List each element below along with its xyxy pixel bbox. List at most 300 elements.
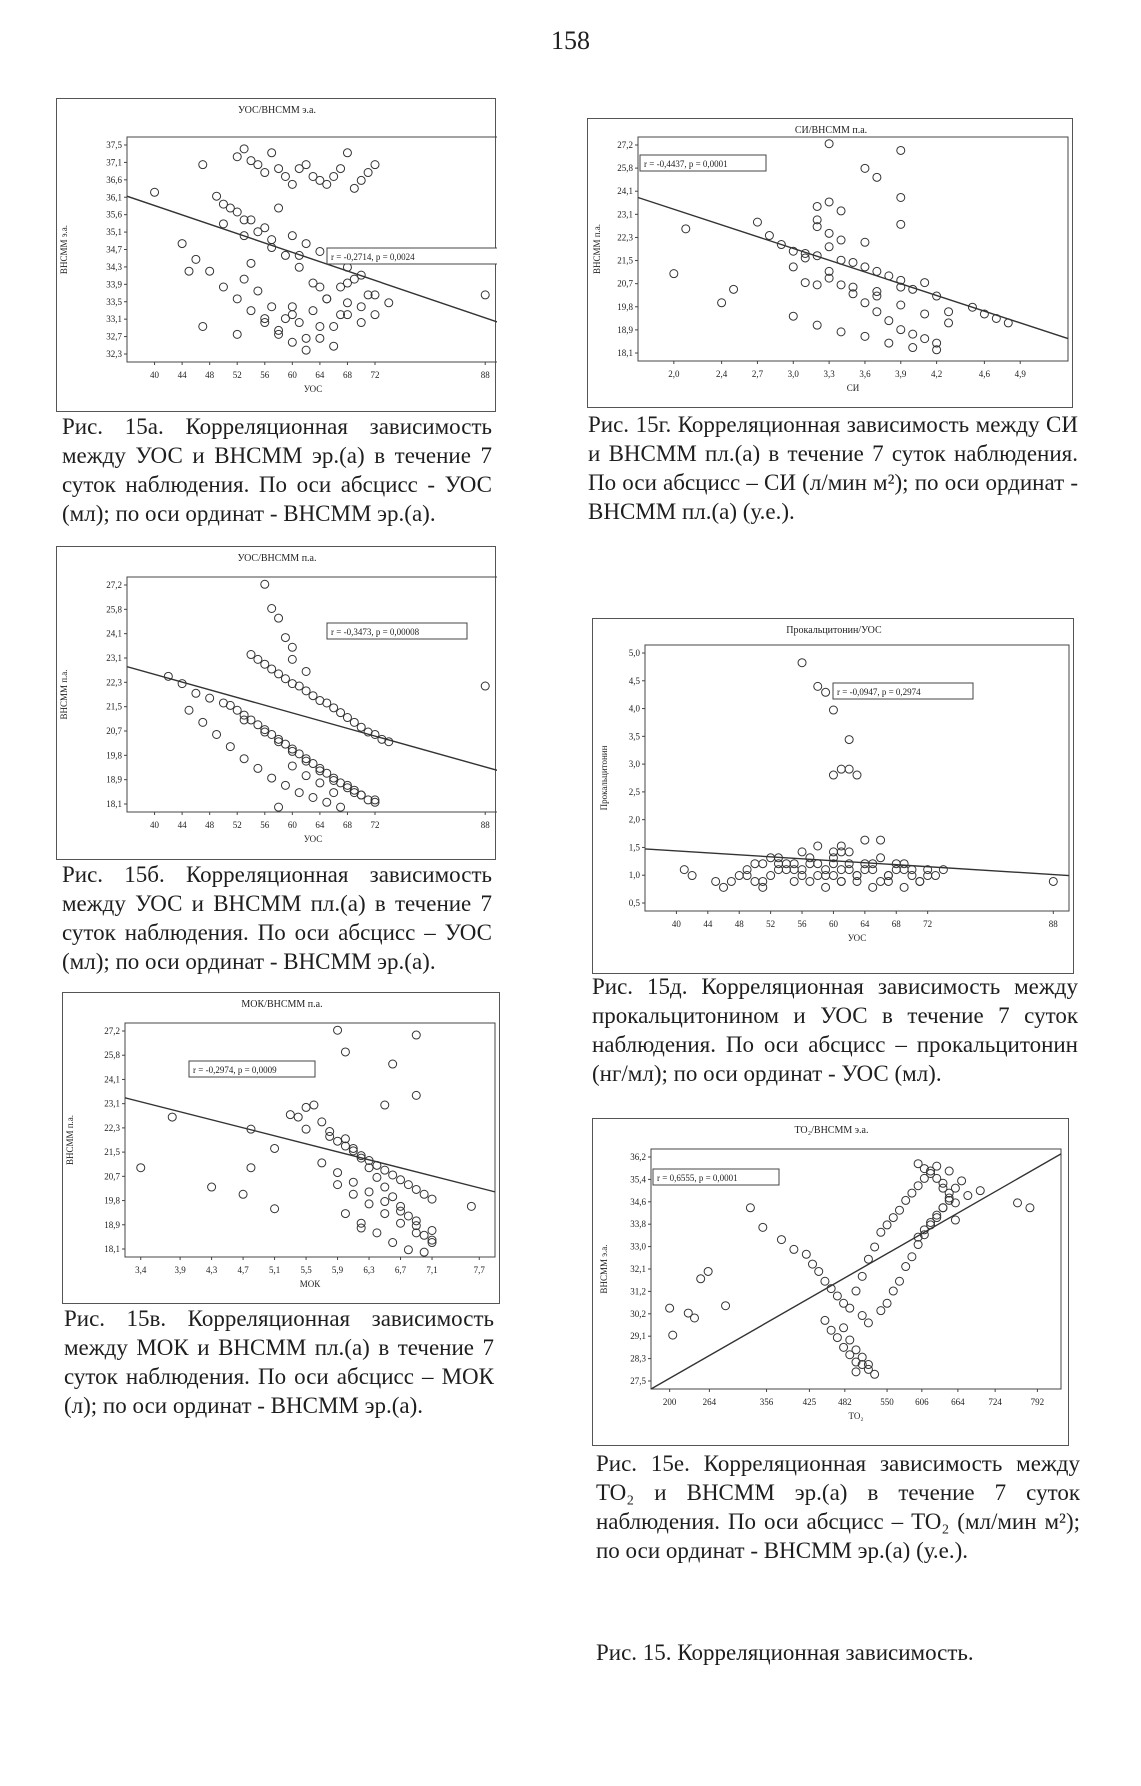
data-point bbox=[330, 322, 338, 330]
y-tick-label: 33,5 bbox=[106, 296, 122, 307]
data-point bbox=[288, 311, 296, 319]
y-tick-label: 18,9 bbox=[617, 324, 633, 335]
regression-line bbox=[638, 197, 1068, 338]
data-point bbox=[939, 1179, 947, 1187]
data-point bbox=[852, 1368, 860, 1376]
data-point bbox=[889, 1287, 897, 1295]
data-point bbox=[385, 299, 393, 307]
correlation-text: r = -0,0947, p = 0,2974 bbox=[837, 687, 921, 697]
correlation-text: r = -0,2714, p = 0,0024 bbox=[331, 252, 415, 262]
data-point bbox=[921, 310, 929, 318]
data-point bbox=[730, 285, 738, 293]
data-point bbox=[357, 1224, 365, 1232]
data-point bbox=[861, 332, 869, 340]
data-point bbox=[268, 665, 276, 673]
data-point bbox=[295, 789, 303, 797]
data-point bbox=[902, 1263, 910, 1271]
data-point bbox=[837, 256, 845, 264]
data-point bbox=[877, 854, 885, 862]
x-tick-label: 4,9 bbox=[1014, 369, 1026, 379]
data-point bbox=[316, 334, 324, 342]
data-point bbox=[861, 164, 869, 172]
data-point bbox=[404, 1246, 412, 1254]
data-point bbox=[833, 1292, 841, 1300]
data-point bbox=[213, 730, 221, 738]
data-point bbox=[798, 866, 806, 874]
x-tick-label: 356 bbox=[759, 1397, 774, 1407]
data-point bbox=[151, 188, 159, 196]
data-point bbox=[722, 1302, 730, 1310]
data-point bbox=[845, 765, 853, 773]
data-point bbox=[864, 1319, 872, 1327]
data-point bbox=[302, 240, 310, 248]
x-tick-label: 3,9 bbox=[895, 369, 907, 379]
y-tick-label: 22,3 bbox=[617, 232, 633, 243]
data-point bbox=[164, 672, 172, 680]
data-point bbox=[288, 232, 296, 240]
x-tick-label: 4,3 bbox=[205, 1265, 218, 1275]
y-tick-label: 27,2 bbox=[104, 1026, 120, 1036]
data-point bbox=[316, 322, 324, 330]
data-point bbox=[845, 848, 853, 856]
y-tick-label: 2,5 bbox=[628, 786, 640, 797]
x-tick-label: 44 bbox=[177, 370, 187, 380]
data-point bbox=[349, 1178, 357, 1186]
data-point bbox=[309, 692, 317, 700]
x-tick-label: 2,7 bbox=[751, 369, 764, 379]
data-point bbox=[815, 1267, 823, 1275]
y-axis-label: Прокальцитонин bbox=[599, 745, 609, 811]
data-point bbox=[777, 1236, 785, 1244]
data-point bbox=[964, 1192, 972, 1200]
y-tick-label: 37,1 bbox=[106, 157, 122, 168]
data-point bbox=[932, 872, 940, 880]
y-tick-label: 22,3 bbox=[106, 677, 122, 688]
data-point bbox=[350, 184, 358, 192]
data-point bbox=[381, 1101, 389, 1109]
data-point bbox=[885, 317, 893, 325]
y-tick-label: 27,2 bbox=[106, 580, 122, 590]
data-point bbox=[802, 1250, 810, 1258]
data-point bbox=[869, 883, 877, 891]
data-point bbox=[877, 1228, 885, 1236]
scatter-plot-15e bbox=[593, 1119, 1070, 1447]
data-point bbox=[330, 704, 338, 712]
data-point bbox=[199, 322, 207, 330]
data-point bbox=[895, 1206, 903, 1214]
data-point bbox=[381, 1166, 389, 1174]
data-point bbox=[373, 1229, 381, 1237]
data-point bbox=[268, 604, 276, 612]
data-point bbox=[945, 319, 953, 327]
data-point bbox=[295, 682, 303, 690]
data-point bbox=[261, 580, 269, 588]
data-point bbox=[735, 872, 743, 880]
y-tick-label: 32,1 bbox=[630, 1264, 646, 1274]
data-point bbox=[420, 1190, 428, 1198]
data-point bbox=[323, 180, 331, 188]
chart-title: УОС/ВНСММ п.а. bbox=[237, 553, 317, 564]
data-point bbox=[226, 204, 234, 212]
data-point bbox=[829, 872, 837, 880]
data-point bbox=[945, 1167, 953, 1175]
data-point bbox=[853, 877, 861, 885]
data-point bbox=[219, 220, 227, 228]
data-point bbox=[825, 198, 833, 206]
x-tick-label: 52 bbox=[766, 919, 776, 929]
data-point bbox=[357, 319, 365, 327]
data-point bbox=[806, 860, 814, 868]
data-point bbox=[885, 339, 893, 347]
data-point bbox=[753, 218, 761, 226]
data-point bbox=[690, 1314, 698, 1322]
data-point bbox=[845, 736, 853, 744]
y-tick-label: 34,6 bbox=[630, 1196, 646, 1207]
data-point bbox=[316, 283, 324, 291]
y-tick-label: 33,0 bbox=[630, 1241, 646, 1252]
data-point bbox=[1049, 877, 1057, 885]
x-tick-label: 4,7 bbox=[237, 1265, 249, 1275]
data-point bbox=[840, 1343, 848, 1351]
data-point bbox=[178, 240, 186, 248]
data-point bbox=[343, 149, 351, 157]
data-point bbox=[827, 1326, 835, 1334]
y-tick-label: 32,7 bbox=[106, 331, 122, 342]
scatter-plot-15d bbox=[593, 619, 1075, 975]
x-tick-label: 48 bbox=[734, 919, 744, 929]
data-point bbox=[897, 301, 905, 309]
x-tick-label: 64 bbox=[315, 820, 325, 830]
regression-line bbox=[127, 667, 497, 771]
data-point bbox=[326, 1128, 334, 1136]
y-tick-label: 35,1 bbox=[106, 227, 122, 238]
y-tick-label: 31,2 bbox=[630, 1286, 646, 1297]
data-point bbox=[958, 1177, 966, 1185]
data-point bbox=[240, 145, 248, 153]
x-tick-label: 6,3 bbox=[363, 1265, 375, 1275]
y-tick-label: 19,8 bbox=[106, 750, 122, 761]
data-point bbox=[268, 236, 276, 244]
x-tick-label: 68 bbox=[342, 820, 352, 830]
caption-15e: Рис. 15е. Корреляционная зависимость между TO₂ и ВНСММ эр.(а) в течение 7 суток наблюдения. По оси абсцисс – TO₂ (мл/мин м²); по оси ординат - ВНСММ эр.(а) (у.е.). bbox=[596, 1451, 1080, 1563]
y-tick-label: 27,2 bbox=[617, 140, 633, 150]
data-point bbox=[720, 883, 728, 891]
data-point bbox=[951, 1216, 959, 1224]
data-point bbox=[364, 169, 372, 177]
x-axis-label: TO₂ bbox=[848, 1411, 864, 1421]
data-point bbox=[310, 1101, 318, 1109]
y-axis-label: ВНСММ п.а. bbox=[65, 1114, 75, 1166]
data-point bbox=[233, 330, 241, 338]
data-point bbox=[254, 287, 262, 295]
data-point bbox=[682, 225, 690, 233]
caption-15v: Рис. 15в. Корреляционная зависимость между МОК и ВНСММ пл.(а) в течение 7 суток наблюдения. По оси абсцисс – МОК (л); по оси ординат - ВНСММ эр.(а). bbox=[64, 1306, 494, 1418]
data-point bbox=[302, 346, 310, 354]
data-point bbox=[837, 848, 845, 856]
data-point bbox=[846, 1304, 854, 1312]
data-point bbox=[365, 1200, 373, 1208]
data-point bbox=[809, 1260, 817, 1268]
data-point bbox=[873, 267, 881, 275]
x-tick-label: 724 bbox=[988, 1397, 1002, 1407]
correlation-text: r = -0,3473, p = 0,00008 bbox=[331, 627, 420, 637]
data-point bbox=[381, 1210, 389, 1218]
data-point bbox=[286, 1111, 294, 1119]
data-point bbox=[806, 877, 814, 885]
data-point bbox=[316, 779, 324, 787]
data-point bbox=[389, 1239, 397, 1247]
data-point bbox=[821, 1316, 829, 1324]
x-tick-label: 88 bbox=[480, 370, 490, 380]
data-point bbox=[829, 848, 837, 856]
data-point bbox=[412, 1091, 420, 1099]
data-point bbox=[837, 866, 845, 874]
data-point bbox=[837, 877, 845, 885]
data-point bbox=[861, 238, 869, 246]
data-point bbox=[759, 860, 767, 868]
data-point bbox=[343, 299, 351, 307]
data-point bbox=[951, 1184, 959, 1192]
y-axis-label: ВНСММ э.а. bbox=[599, 1244, 609, 1294]
data-point bbox=[365, 1188, 373, 1196]
data-point bbox=[341, 1048, 349, 1056]
figure-15b bbox=[56, 546, 496, 860]
data-point bbox=[976, 1187, 984, 1195]
y-tick-label: 27,5 bbox=[630, 1376, 646, 1386]
data-point bbox=[877, 836, 885, 844]
data-point bbox=[909, 285, 917, 293]
data-point bbox=[240, 755, 248, 763]
caption-15b: Рис. 15б. Корреляционная зависимость между УОС и ВНСММ пл.(а) в течение 7 суток наблюдения. По оси абсцисс – УОС (мл); по оси ординат - ВНСММ эр.(а). bbox=[62, 862, 492, 974]
y-tick-label: 30,2 bbox=[630, 1308, 646, 1319]
data-point bbox=[192, 255, 200, 263]
y-tick-label: 18,9 bbox=[106, 774, 122, 785]
y-tick-label: 32,3 bbox=[106, 349, 122, 359]
data-point bbox=[330, 342, 338, 350]
y-tick-label: 19,8 bbox=[617, 301, 633, 312]
chart-title: МОК/ВНСММ п.а. bbox=[241, 999, 323, 1010]
correlation-text: r = -0,2974, p = 0,0009 bbox=[193, 1065, 277, 1075]
data-point bbox=[233, 295, 241, 303]
y-tick-label: 36,2 bbox=[630, 1152, 646, 1162]
x-axis-label: УОС bbox=[303, 834, 323, 844]
data-point bbox=[909, 330, 917, 338]
data-point bbox=[302, 687, 310, 695]
x-tick-label: 200 bbox=[662, 1397, 677, 1407]
data-point bbox=[178, 680, 186, 688]
data-point bbox=[884, 872, 892, 880]
data-point bbox=[864, 1361, 872, 1369]
data-point bbox=[782, 860, 790, 868]
x-tick-label: 52 bbox=[232, 370, 242, 380]
y-tick-label: 35,4 bbox=[630, 1174, 646, 1185]
x-tick-label: 3,0 bbox=[787, 369, 799, 379]
data-point bbox=[751, 860, 759, 868]
data-point bbox=[294, 1113, 302, 1121]
caption-15a: Рис. 15а. Корреляционная зависимость между УОС и ВНСММ эр.(а) в течение 7 суток наблюдения. По оси абсцисс - УОС (мл); по оси ординат - ВНСММ эр.(а). bbox=[62, 414, 492, 526]
y-tick-label: 34,7 bbox=[106, 244, 122, 255]
x-tick-label: 792 bbox=[1030, 1397, 1045, 1407]
x-tick-label: 40 bbox=[150, 370, 160, 380]
data-point bbox=[871, 1370, 879, 1378]
y-tick-label: 20,7 bbox=[106, 726, 122, 736]
data-point bbox=[397, 1202, 405, 1210]
data-point bbox=[302, 1103, 310, 1111]
data-point bbox=[897, 193, 905, 201]
data-point bbox=[281, 251, 289, 259]
data-point bbox=[924, 872, 932, 880]
y-tick-label: 1,5 bbox=[628, 842, 640, 853]
data-point bbox=[226, 743, 234, 751]
y-tick-label: 20,7 bbox=[104, 1171, 120, 1182]
data-point bbox=[813, 202, 821, 210]
data-point bbox=[268, 774, 276, 782]
caption-15d: Рис. 15д. Корреляционная зависимость между прокальцитонином и УОС в течение 7 суток наблюдения. По оси абсцисс – прокальцитонин (нг/мл); по оси ординат - УОС (мл). bbox=[592, 974, 1078, 1086]
y-tick-label: 36,6 bbox=[106, 174, 122, 185]
data-point bbox=[897, 326, 905, 334]
data-point bbox=[902, 1196, 910, 1204]
data-point bbox=[467, 1202, 475, 1210]
y-tick-label: 28,3 bbox=[630, 1353, 646, 1364]
data-point bbox=[481, 291, 489, 299]
data-point bbox=[883, 1299, 891, 1307]
x-tick-label: 60 bbox=[287, 370, 297, 380]
data-point bbox=[939, 1204, 947, 1212]
x-tick-label: 482 bbox=[838, 1397, 852, 1407]
data-point bbox=[240, 275, 248, 283]
data-point bbox=[871, 1243, 879, 1251]
x-tick-label: 52 bbox=[232, 820, 242, 830]
data-point bbox=[275, 165, 283, 173]
data-point bbox=[288, 180, 296, 188]
data-point bbox=[790, 877, 798, 885]
chart-title: TO₂/ВНСММ э.а. bbox=[794, 1125, 869, 1136]
data-point bbox=[281, 675, 289, 683]
data-point bbox=[821, 1277, 829, 1285]
data-point bbox=[389, 1171, 397, 1179]
data-point bbox=[822, 872, 830, 880]
y-tick-label: 29,1 bbox=[630, 1331, 646, 1342]
x-tick-label: 68 bbox=[891, 919, 901, 929]
data-point bbox=[666, 1304, 674, 1312]
x-tick-label: 56 bbox=[260, 820, 270, 830]
data-point bbox=[825, 229, 833, 237]
data-point bbox=[271, 1205, 279, 1213]
data-point bbox=[883, 1221, 891, 1229]
x-axis-label: МОК bbox=[299, 1279, 321, 1289]
data-point bbox=[334, 1026, 342, 1034]
data-point bbox=[900, 866, 908, 874]
data-point bbox=[389, 1060, 397, 1068]
data-point bbox=[861, 866, 869, 874]
y-tick-label: 20,7 bbox=[617, 278, 633, 289]
data-point bbox=[302, 772, 310, 780]
figure-15d bbox=[592, 618, 1074, 974]
y-tick-label: 3,5 bbox=[628, 731, 640, 742]
data-point bbox=[247, 651, 255, 659]
data-point bbox=[323, 699, 331, 707]
data-point bbox=[861, 836, 869, 844]
y-tick-label: 19,8 bbox=[104, 1195, 120, 1206]
data-point bbox=[743, 872, 751, 880]
data-point bbox=[281, 172, 289, 180]
data-point bbox=[381, 1198, 389, 1206]
caption-15g: Рис. 15г. Корреляционная зависимость между СИ и ВНСММ пл.(а) в течение 7 суток наблюдения. По оси абсцисс – СИ (л/мин м²); по оси ординат - ВНСММ пл.(а) (у.е.). bbox=[588, 412, 1078, 524]
data-point bbox=[309, 307, 317, 315]
data-point bbox=[861, 263, 869, 271]
y-tick-label: 25,8 bbox=[617, 163, 633, 174]
data-point bbox=[697, 1275, 705, 1283]
x-tick-label: 3,6 bbox=[859, 369, 871, 379]
data-point bbox=[357, 723, 365, 731]
data-point bbox=[873, 173, 881, 181]
y-tick-label: 1,0 bbox=[628, 870, 640, 881]
x-tick-label: 2,0 bbox=[668, 369, 680, 379]
scatter-plot-15g bbox=[588, 119, 1074, 409]
x-tick-label: 2,4 bbox=[715, 369, 728, 379]
data-point bbox=[895, 1277, 903, 1285]
data-point bbox=[288, 655, 296, 663]
x-tick-label: 72 bbox=[370, 370, 380, 380]
data-point bbox=[397, 1176, 405, 1184]
y-tick-label: 23,1 bbox=[106, 653, 122, 663]
x-tick-label: 264 bbox=[702, 1397, 717, 1407]
x-tick-label: 68 bbox=[342, 370, 352, 380]
y-tick-label: 0,5 bbox=[628, 898, 640, 908]
data-point bbox=[288, 303, 296, 311]
x-axis-label: СИ bbox=[846, 383, 860, 393]
data-point bbox=[892, 860, 900, 868]
data-point bbox=[397, 1207, 405, 1215]
data-point bbox=[790, 866, 798, 874]
y-tick-label: 18,1 bbox=[104, 1244, 120, 1254]
data-point bbox=[767, 872, 775, 880]
y-tick-label: 18,1 bbox=[106, 799, 122, 809]
data-point bbox=[233, 153, 241, 161]
data-point bbox=[813, 281, 821, 289]
data-point bbox=[233, 706, 241, 714]
plot-area bbox=[127, 577, 497, 812]
data-point bbox=[373, 1173, 381, 1181]
data-point bbox=[371, 161, 379, 169]
data-point bbox=[341, 1210, 349, 1218]
y-tick-label: 18,1 bbox=[617, 348, 633, 358]
data-point bbox=[670, 270, 678, 278]
data-point bbox=[254, 721, 262, 729]
data-point bbox=[412, 1185, 420, 1193]
x-tick-label: 5,9 bbox=[331, 1265, 344, 1275]
x-tick-label: 664 bbox=[951, 1397, 965, 1407]
y-tick-label: 21,5 bbox=[617, 255, 633, 266]
y-axis-label: ВНСММ э.а. bbox=[59, 224, 69, 275]
data-point bbox=[275, 614, 283, 622]
y-tick-label: 24,1 bbox=[106, 628, 122, 639]
y-tick-label: 34,3 bbox=[106, 261, 122, 272]
data-point bbox=[192, 689, 200, 697]
data-point bbox=[798, 848, 806, 856]
scatter-plot-15v bbox=[63, 993, 501, 1305]
figure-15e bbox=[592, 1118, 1069, 1446]
data-point bbox=[846, 1336, 854, 1344]
data-point bbox=[790, 1245, 798, 1253]
data-point bbox=[873, 308, 881, 316]
data-point bbox=[295, 319, 303, 327]
y-tick-label: 36,1 bbox=[106, 192, 122, 203]
x-tick-label: 88 bbox=[1048, 919, 1058, 929]
data-point bbox=[288, 338, 296, 346]
scatter-plot-15a bbox=[57, 99, 497, 413]
x-tick-label: 88 bbox=[480, 820, 490, 830]
